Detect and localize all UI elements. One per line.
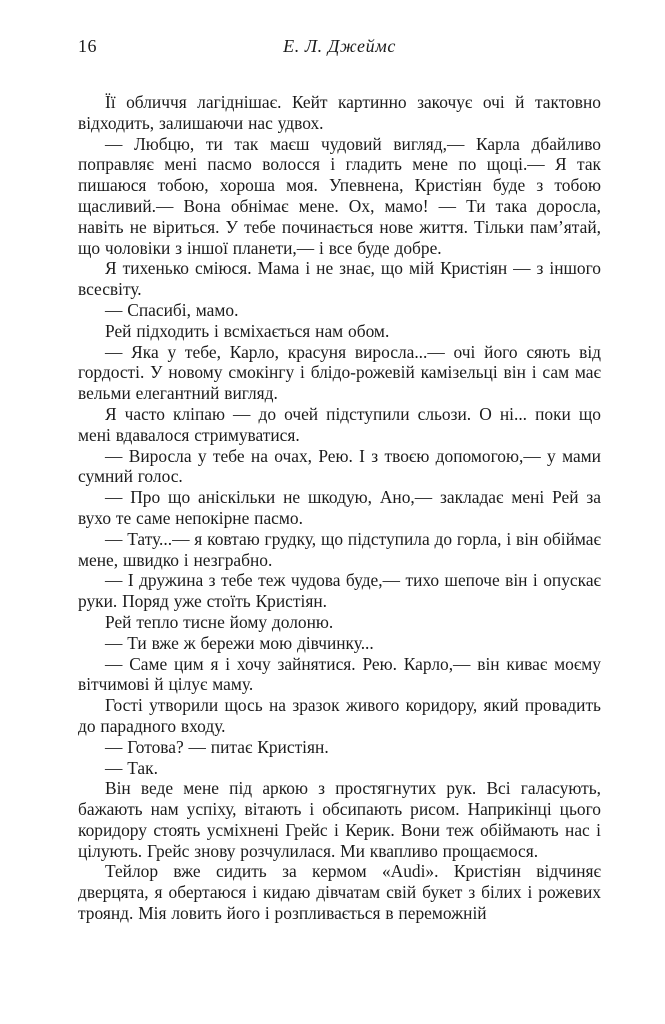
paragraph: Тейлор вже сидить за кермом «Audi». Кристіян відчиняє дверцята, я обертаюся і кидаю дівчатам свій букет з білих і рожевих троянд. Мія ловить його і розпливається в переможній bbox=[78, 861, 601, 924]
paragraph: Я тихенько сміюся. Мама і не знає, що мій Кристіян — з іншого всесвіту. bbox=[78, 258, 601, 300]
paragraph: — Про що аніскільки не шкодую, Ано,— закладає мені Рей за вухо те саме непокірне пасмо. bbox=[78, 487, 601, 528]
paragraph: Гості утворили щось на зразок живого коридору, який провадить до парадного входу. bbox=[78, 695, 601, 736]
page-number: 16 bbox=[78, 36, 97, 56]
paragraph: — Виросла у тебе на очах, Рею. І з твоєю допомогою,— у мами сумний голос. bbox=[78, 445, 601, 487]
page-header bbox=[78, 36, 601, 57]
paragraph: — Саме цим я і хочу зайнятися. Рею. Карло,— він киває моєму вітчимові й цілує маму. bbox=[78, 653, 601, 695]
paragraph: — І дружина з тебе теж чудова буде,— тихо шепоче він і опускає руки. Поряд уже стоїть Кристіян. bbox=[78, 570, 601, 612]
page-body bbox=[78, 92, 601, 924]
paragraph: Її обличчя лагіднішає. Кейт картинно закочує очі й тактовно відходить, залишаючи нас удвох. bbox=[78, 92, 601, 133]
paragraph: — Спасибі, мамо. bbox=[105, 299, 239, 320]
paragraph: Рей тепло тисне йому долоню. bbox=[105, 611, 334, 632]
paragraph: Він веде мене під аркою з простягнутих рук. Всі галасують, бажають нам успіху, вітають і обсипають рисом. Наприкінці цього коридору стоять усміхнені Грейс і Керик. Вони теж обіймають нас і цілують. Грейс знову розчулилася. Ми квапливо прощаємося. bbox=[78, 778, 601, 861]
running-title: Е. Л. Джеймс bbox=[283, 36, 396, 56]
paragraph: — Тату...— я ковтаю грудку, що підступила до горла, і він обіймає мене, швидко і незграбно. bbox=[78, 528, 601, 570]
paragraph: — Любцю, ти так маєш чудовий вигляд,— Карла дбайливо поправляє мені пасмо волосся і гладить мене по щоці.— Я так пишаюся тобою, хороша моя. Упевнена, Кристіян буде з тобою щасливий.— Вона обнімає мене. Ох, мамо! — Ти така доросла, навіть не віриться. У тебе починається нове життя. Тільки пам’ятай, що чоловіки з іншої планети,— і все буде добре. bbox=[78, 133, 601, 258]
paragraph: Я часто кліпаю — до очей підступили сльози. О ні... поки що мені вдавалося стримуватися. bbox=[78, 403, 601, 445]
paragraph: Рей підходить і всміхається нам обом. bbox=[105, 320, 390, 341]
paragraph: — Готова? — питає Кристіян. bbox=[105, 736, 329, 757]
paragraph: — Яка у тебе, Карло, красуня виросла...— очі його сяють від гордості. У новому смокінгу і блідо-рожевій камізельці він і сам має вельми елегантний вигляд. bbox=[78, 341, 601, 404]
paragraph: — Ти вже ж бережи мою дівчинку... bbox=[105, 632, 374, 653]
paragraph: — Так. bbox=[105, 757, 158, 778]
